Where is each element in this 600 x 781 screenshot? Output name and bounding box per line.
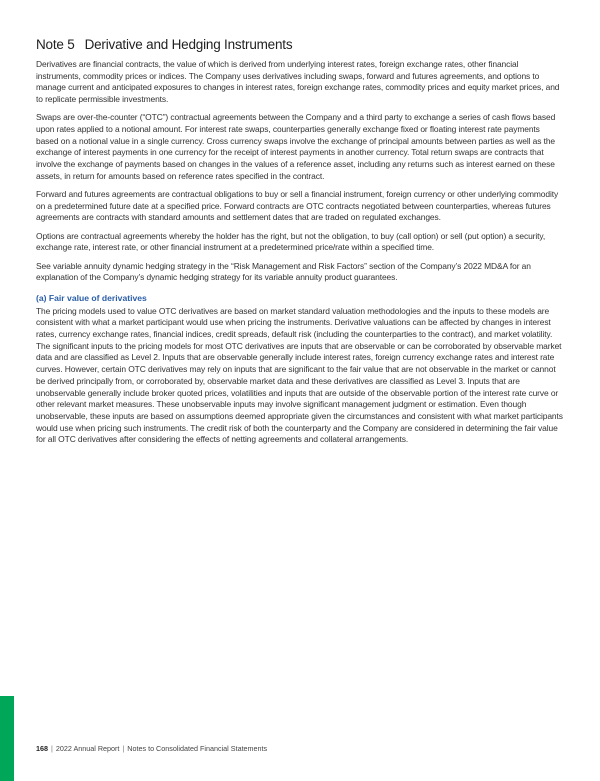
section-a-heading: (a) Fair value of derivatives <box>36 292 147 303</box>
footer-section-name: Notes to Consolidated Financial Statements <box>127 744 268 753</box>
note-title <box>36 36 564 53</box>
page-footer <box>36 744 267 754</box>
paragraph-swaps: Swaps are over-the-counter (“OTC”) contractual agreements between the Company and a third party to exchange a series of cash flows based upon rates applied to a notional amount. For interest rate swaps, counterparties generally exchange fixed or floating interest rate payments based on a notional value in a single currency. Cross currency swaps involve the exchange of principal amounts between parties as well as the exchange of interest payments in one currency for the receipt of interest payments in another currency. Total return swaps are contracts that involve the exchange of payments based on changes in the values of a reference asset, including any returns such as interest earned on these assets, in return for amounts based on reference rates specified in the contract. <box>36 112 556 181</box>
section-a-body: The pricing models used to value OTC derivatives are based on market standard valuation methodologies and the inputs to these models are consistent with what a market participant would use when pricing the instruments. Derivative valuations can be affected by changes in interest rates, currency exchange rates, financial indices, credit spreads, default risk (including the counterparties to the contract), and market volatility. The significant inputs to the pricing models for most OTC derivatives are inputs that are observable or can be corroborated by observable market data and are classified as Level 2. Inputs that are observable generally include interest rates, foreign currency exchange rates and interest rate curves. However, certain OTC derivatives may rely on inputs that are significant to the fair value that are not observable in the market or cannot be derived principally from, or corroborated by, observable market data and these derivatives are classified as Level 3. Inputs that are unobservable generally include broker quoted prices, volatilities and inputs that are outside of the observable portion of the interest rate curve or other relevant market measures. These unobservable inputs may involve significant management judgment or estimation. Even though unobservable, these inputs are based on assumptions deemed appropriate given the circumstances and consistent with what market participants would use when pricing such instruments. The credit risk of both the counterparty and the Company are considered in determining the fair value for all OTC derivatives after considering the effects of netting agreements and collateral arrangements. <box>36 305 563 445</box>
page-number: 168 <box>36 744 48 753</box>
note-number: Note 5 <box>36 37 75 52</box>
paragraph-derivatives-intro: Derivatives are financial contracts, the value of which is derived from underlying interest rates, foreign exchange rates, other financial instruments, commodity prices or indices. The Company uses derivatives including swaps, forward and futures agreements, and options to manage current and anticipated exposures to changes in interest rates, foreign exchange rates, commodity prices and equity market prices, and to replicate permissible investments. <box>36 59 560 105</box>
footer-report-name: 2022 Annual Report <box>55 744 120 753</box>
footer-separator-1: | <box>51 744 53 753</box>
footer-separator-2: | <box>122 744 125 753</box>
document-body <box>36 36 564 453</box>
side-accent-bar <box>0 696 14 781</box>
note-title-text: Derivative and Hedging Instruments <box>84 37 293 52</box>
paragraph-hedging-strategy: See variable annuity dynamic hedging strategy in the “Risk Management and Risk Factors” section of the Company’s 2022 MD&A for an explanation of the Company’s dynamic hedging strategy for its variable annuity product guarantees. <box>36 260 531 283</box>
paragraph-forwards-futures: Forward and futures agreements are contractual obligations to buy or sell a financial instrument, foreign currency or other underlying commodity on a predetermined future date at a specified price. Forward contracts are OTC contracts negotiated between counterparties, whereas futures agreements are contracts with standard amounts and settlement dates that are traded on regulated exchanges. <box>36 189 559 223</box>
paragraph-options: Options are contractual agreements whereby the holder has the right, but not the obligation, to buy (call option) or sell (put option) a security, exchange rate, interest rate, or other financial instrument at a predetermined price/rate within a specified time. <box>36 230 546 253</box>
